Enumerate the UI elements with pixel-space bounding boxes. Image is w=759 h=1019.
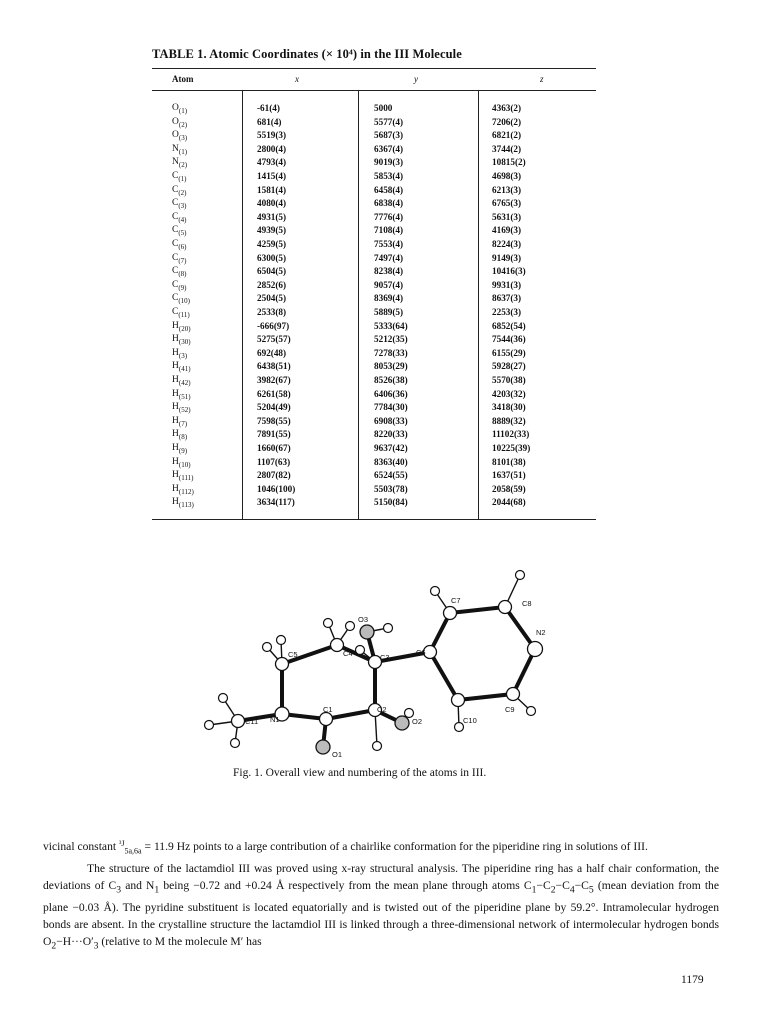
cell-z: 8224(3) xyxy=(492,239,522,249)
table-row xyxy=(152,157,596,168)
cell-z: 7544(36) xyxy=(492,334,526,345)
cell-z: 4203(32) xyxy=(492,388,526,399)
table-row xyxy=(152,348,596,359)
table-row xyxy=(152,253,596,264)
label-c7: C7 xyxy=(451,596,461,605)
cell-y: 8526(38) xyxy=(374,375,408,385)
column-divider xyxy=(358,91,359,519)
table-row xyxy=(152,457,596,468)
column-divider xyxy=(242,91,243,519)
cell-x: 6438(51) xyxy=(257,361,291,372)
table-row xyxy=(152,307,596,318)
cell-atom: $C_{(1)}$ xyxy=(172,171,187,183)
cell-atom: $H_{(7)}$ xyxy=(172,415,188,428)
table-row xyxy=(152,470,596,481)
cell-x: 4939(5) xyxy=(257,225,287,236)
cell-atom: $H_{(10)}$ xyxy=(172,456,191,469)
cell-x: 2504(5) xyxy=(257,293,287,304)
cell-z: 11102(33) xyxy=(492,429,530,440)
cell-y: 8053(29) xyxy=(374,361,408,372)
cell-atom: $C_{(6)}$ xyxy=(172,239,187,251)
cell-z: 6155(29) xyxy=(492,347,526,358)
cell-y: 7108(4) xyxy=(374,225,404,236)
cell-z: 6821(2) xyxy=(492,130,522,141)
cell-x: 5275(57) xyxy=(257,334,291,345)
cell-atom: $H_{(3)}$ xyxy=(172,347,188,360)
column-divider xyxy=(478,91,479,519)
cell-atom: $H_{(20)}$ xyxy=(172,320,191,333)
cell-y: 7278(33) xyxy=(374,347,408,358)
label-c4: C4 xyxy=(343,649,353,658)
cell-y: 7497(4) xyxy=(374,252,404,263)
cell-x: 1581(4) xyxy=(257,184,287,195)
cell-y: 5000 xyxy=(374,103,393,113)
table-row xyxy=(152,497,596,508)
cell-z: 2044(68) xyxy=(492,497,526,508)
bond-c10-c6 xyxy=(430,652,458,700)
label-n1: N1 xyxy=(270,715,280,724)
table-row xyxy=(152,212,596,223)
table-row xyxy=(152,443,596,454)
cell-z: 2253(3) xyxy=(492,307,522,317)
cell-x: 2800(4) xyxy=(257,143,287,154)
cell-x: 1660(67) xyxy=(257,443,291,453)
cell-x: 2533(8) xyxy=(257,307,287,317)
cell-y: 8363(40) xyxy=(374,456,408,467)
coordinates-table xyxy=(152,68,596,520)
cell-atom: $C_{(5)}$ xyxy=(172,225,187,238)
cell-z: 3744(2) xyxy=(492,143,522,154)
table-row xyxy=(152,239,596,250)
table-row xyxy=(152,171,596,182)
header-x: x xyxy=(295,74,299,84)
table-row xyxy=(152,484,596,495)
cell-x: 6261(58) xyxy=(257,388,291,399)
table-row xyxy=(152,185,596,196)
cell-y: 5687(3) xyxy=(374,130,404,141)
bond-c1-c2 xyxy=(326,710,375,719)
cell-z: 1637(51) xyxy=(492,470,526,481)
cell-x: 4080(4) xyxy=(257,198,287,209)
cell-z: 7206(2) xyxy=(492,116,522,127)
cell-y: 9637(42) xyxy=(374,443,408,453)
cell-z: 4698(3) xyxy=(492,171,522,181)
cell-z: 5570(38) xyxy=(492,375,526,385)
cell-x: 5204(49) xyxy=(257,402,291,413)
cell-y: 5853(4) xyxy=(374,171,404,181)
cell-y: 9057(4) xyxy=(374,279,404,290)
label-c3: C3 xyxy=(380,653,390,662)
body-text xyxy=(43,835,719,955)
cell-z: 3418(30) xyxy=(492,402,526,413)
cell-atom: $C_{(9)}$ xyxy=(172,279,187,292)
cell-z: 9931(3) xyxy=(492,279,522,290)
cell-x: 692(48) xyxy=(257,347,287,358)
header-z: z xyxy=(540,74,544,84)
cell-y: 8220(33) xyxy=(374,429,408,440)
cell-z: 4169(3) xyxy=(492,225,522,236)
table-row xyxy=(152,429,596,440)
cell-z: 8637(3) xyxy=(492,293,522,304)
cell-atom: $H_{(51)}$ xyxy=(172,388,191,401)
cell-x: 6300(5) xyxy=(257,252,287,263)
cell-x: 7891(55) xyxy=(257,429,291,440)
cell-atom: $H_{(9)}$ xyxy=(172,443,188,455)
cell-x: 3634(117) xyxy=(257,497,295,508)
cell-atom: $C_{(10)}$ xyxy=(172,293,191,306)
cell-y: 5212(35) xyxy=(374,334,408,345)
cell-y: 5333(64) xyxy=(374,320,408,331)
cell-x: 7598(55) xyxy=(257,415,291,426)
cell-atom: $H_{(112)}$ xyxy=(172,483,194,496)
cell-z: 2058(59) xyxy=(492,483,526,494)
cell-z: 5928(27) xyxy=(492,361,526,372)
table-row xyxy=(152,144,596,155)
header-atom: Atom xyxy=(172,74,194,84)
table-row xyxy=(152,389,596,400)
cell-atom: $H_{(52)}$ xyxy=(172,402,191,415)
cell-z: 6852(54) xyxy=(492,320,526,331)
cell-atom: $H_{(42)}$ xyxy=(172,375,191,387)
label-c6: C6 xyxy=(416,648,426,657)
table-row xyxy=(152,293,596,304)
table-row xyxy=(152,198,596,209)
cell-x: 1046(100) xyxy=(257,483,296,494)
cell-atom: $H_{(30)}$ xyxy=(172,334,191,347)
cell-y: 6524(55) xyxy=(374,470,408,481)
table-row xyxy=(152,117,596,128)
cell-x: 2807(82) xyxy=(257,470,291,481)
label-o1: O1 xyxy=(332,750,343,759)
page-number: 1179 xyxy=(681,974,704,986)
table-row xyxy=(152,130,596,141)
table-row xyxy=(152,334,596,345)
label-c8: C8 xyxy=(522,599,532,608)
cell-z: 6765(3) xyxy=(492,198,522,209)
cell-atom: $H_{(113)}$ xyxy=(172,497,194,510)
bond-c7-c8 xyxy=(450,607,505,613)
cell-y: 7784(30) xyxy=(374,402,408,413)
bond-c9-c10 xyxy=(458,694,513,700)
cell-atom: $O_{(3)}$ xyxy=(172,130,188,143)
label-o2: O2 xyxy=(412,717,423,726)
cell-x: 681(4) xyxy=(257,116,282,127)
table-caption: TABLE 1. Atomic Coordinates (× 10⁴) in the III Molecule xyxy=(152,47,462,61)
cell-y: 6908(33) xyxy=(374,415,408,426)
table-row xyxy=(152,375,596,386)
cell-y: 5889(5) xyxy=(374,307,404,317)
cell-x: 4931(5) xyxy=(257,211,287,222)
cell-atom: $C_{(4)}$ xyxy=(172,211,187,224)
cell-y: 5503(78) xyxy=(374,483,408,494)
cell-y: 5577(4) xyxy=(374,116,404,127)
label-c9: C9 xyxy=(505,705,515,714)
cell-y: 6458(4) xyxy=(374,184,404,195)
label-c2: C2 xyxy=(377,705,387,714)
cell-atom: $H_{(111)}$ xyxy=(172,470,194,483)
cell-y: 8369(4) xyxy=(374,293,404,304)
cell-atom: $O_{(1)}$ xyxy=(172,103,188,115)
cell-atom: $H_{(8)}$ xyxy=(172,429,188,442)
cell-x: -61(4) xyxy=(257,103,280,113)
table-row xyxy=(152,280,596,291)
table-header xyxy=(152,68,596,91)
atom-labels xyxy=(245,596,546,759)
cell-y: 6406(36) xyxy=(374,388,408,399)
cell-y: 7553(4) xyxy=(374,239,404,249)
cell-x: 3982(67) xyxy=(257,375,291,385)
cell-y: 9019(3) xyxy=(374,157,404,168)
cell-y: 6367(4) xyxy=(374,143,404,154)
cell-y: 8238(4) xyxy=(374,266,404,277)
cell-atom: $N_{(1)}$ xyxy=(172,143,188,156)
cell-z: 10225(39) xyxy=(492,443,531,453)
molecule-diagram xyxy=(195,565,555,765)
cell-atom: $C_{(11)}$ xyxy=(172,307,190,319)
table-row xyxy=(152,266,596,277)
cell-y: 5150(84) xyxy=(374,497,408,508)
label-o3: O3 xyxy=(358,615,369,624)
paragraph-2: The structure of the lactamdiol III was proved using x-ray structural analysis. The piperidine ring has a half chair conformation, the deviations of $C_3$ and $N_1$ being −0.72 and +0.24 Å respectively from the mean plane through atoms $C_1-C_2-C_4-C_5$ (mean deviation from the plane −0.03 Å). The pyridine substituent is located equatorially and is twisted out of the piperidine plane by 59.2°. Intramolecular hydrogen bonds are absent. In the crystalline structure the lactamdiol III is linked through a three-dimensional network of intermolecular hydrogen bonds $O_2-H\cdot\cdot\cdot O'_3$ (relative to M the molecule M′ has xyxy=(43,861,719,952)
cell-x: 2852(6) xyxy=(257,279,287,290)
cell-x: 1415(4) xyxy=(257,171,287,181)
cell-z: 8889(32) xyxy=(492,415,526,426)
cell-x: 4793(4) xyxy=(257,157,287,168)
cell-atom: $C_{(8)}$ xyxy=(172,266,187,279)
cell-z: 9149(3) xyxy=(492,252,522,263)
table-row xyxy=(152,103,596,114)
table-row xyxy=(152,416,596,427)
label-n2: N2 xyxy=(536,628,546,637)
cell-atom: $H_{(41)}$ xyxy=(172,361,191,374)
cell-z: 4363(2) xyxy=(492,103,522,113)
table-row xyxy=(152,402,596,413)
cell-x: 4259(5) xyxy=(257,239,287,249)
cell-y: 6838(4) xyxy=(374,198,404,209)
figure-caption: Fig. 1. Overall view and numbering of the atoms in III. xyxy=(233,767,487,779)
cell-z: 5631(3) xyxy=(492,211,522,222)
table-body xyxy=(152,91,596,520)
cell-atom: $C_{(3)}$ xyxy=(172,198,187,211)
table-row xyxy=(152,361,596,372)
cell-z: 10815(2) xyxy=(492,157,526,168)
header-y: y xyxy=(414,74,418,84)
cell-atom: $C_{(7)}$ xyxy=(172,252,187,265)
cell-atom: $C_{(2)}$ xyxy=(172,184,187,197)
heavy-atoms xyxy=(232,601,543,728)
cell-z: 8101(38) xyxy=(492,456,526,467)
paragraph-1: vicinal constant $^{^3J}_{5a,6a}$ = 11.9 Hz points to a large contribution of a chairlike conformation for the piperidine ring in solutions of III. xyxy=(43,839,648,856)
table-row xyxy=(152,321,596,332)
cell-atom: $O_{(2)}$ xyxy=(172,116,188,129)
cell-x: -666(97) xyxy=(257,320,290,331)
cell-z: 6213(3) xyxy=(492,184,522,195)
cell-x: 5519(3) xyxy=(257,130,287,141)
cell-y: 7776(4) xyxy=(374,211,404,222)
cell-x: 6504(5) xyxy=(257,266,287,277)
label-c5: C5 xyxy=(288,650,298,659)
label-c1: C1 xyxy=(323,705,333,714)
table-row xyxy=(152,225,596,236)
cell-x: 1107(63) xyxy=(257,456,291,467)
label-c11: C11 xyxy=(245,717,259,726)
cell-z: 10416(3) xyxy=(492,266,526,277)
label-c10: C10 xyxy=(463,716,477,725)
cell-atom: $N_{(2)}$ xyxy=(172,157,188,170)
